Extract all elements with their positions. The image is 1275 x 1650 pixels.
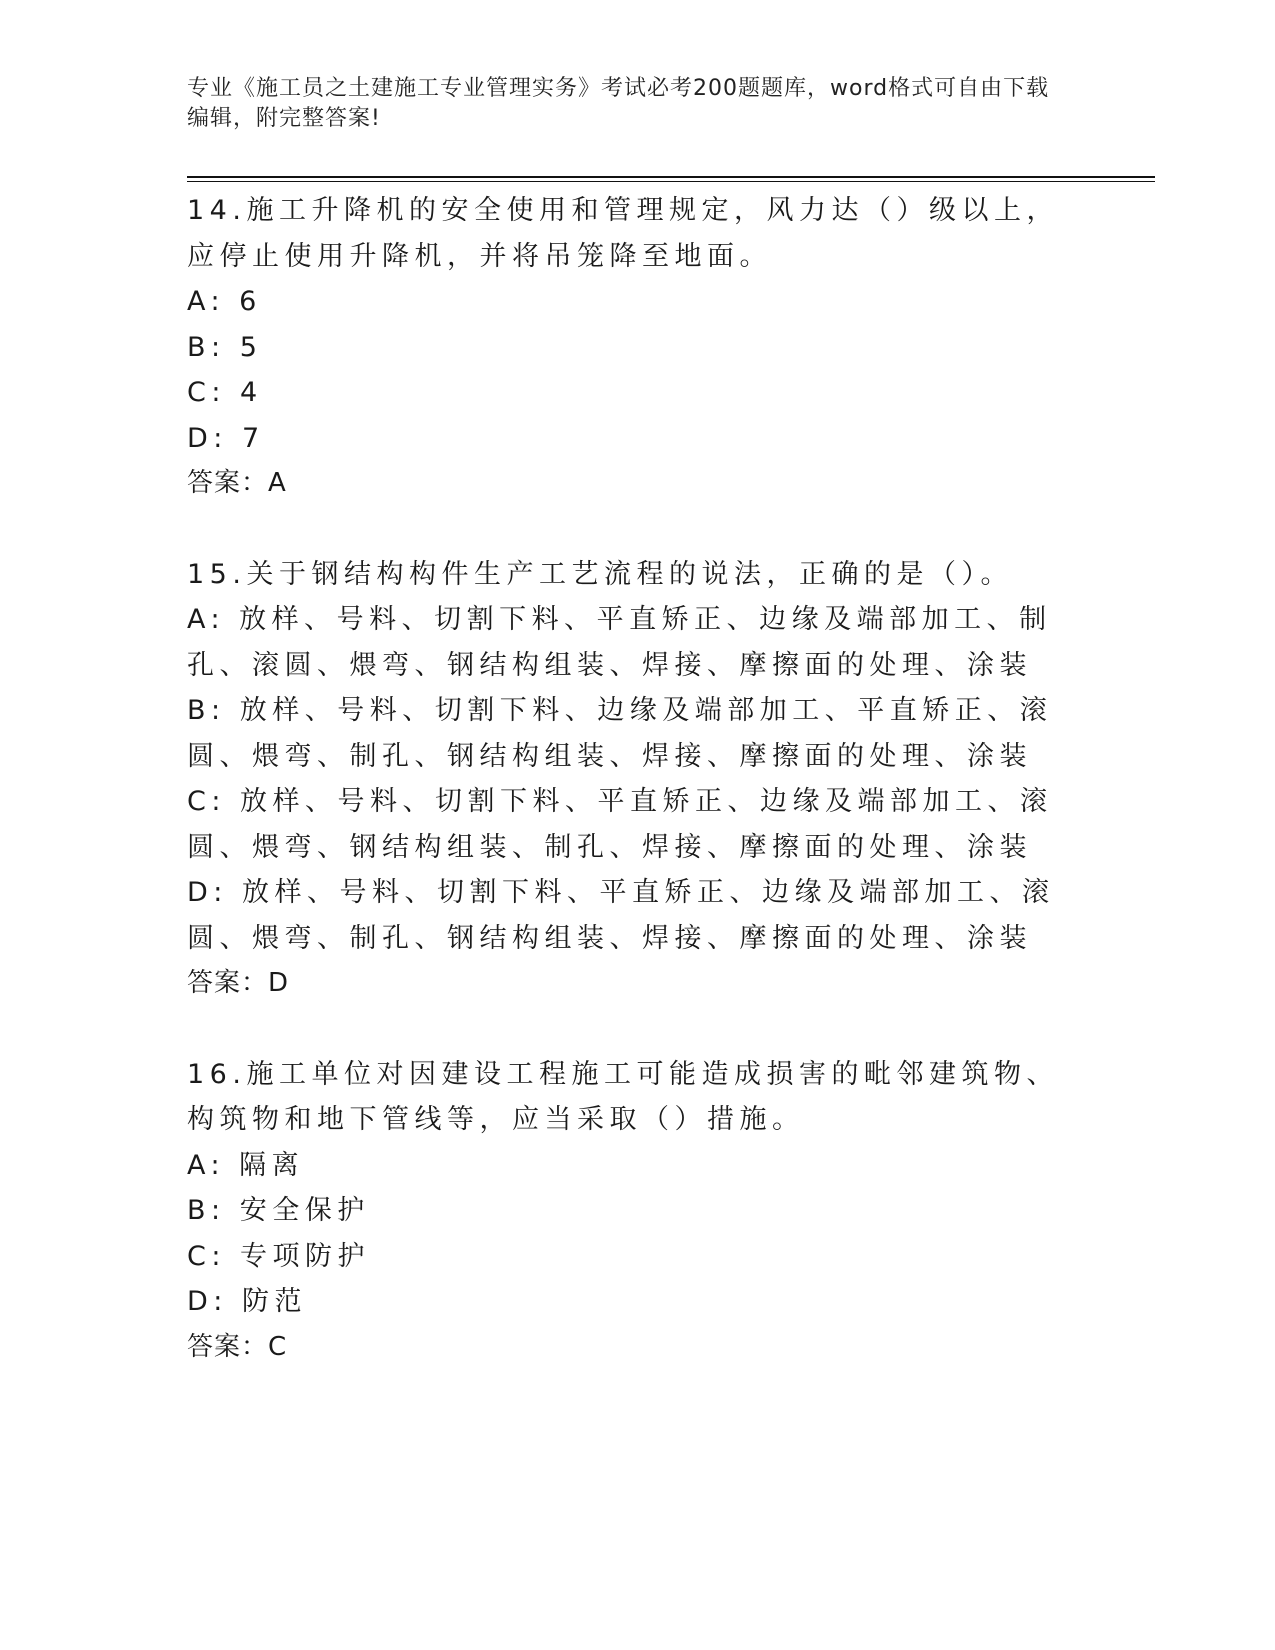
- option-d: D: 放样、号料、切割下料、平直矫正、边缘及端部加工、滚圆、煨弯、制孔、钢结构组装、焊接、摩擦面的处理、涂装: [187, 877, 1055, 954]
- question-text: 15.关于钢结构构件生产工艺流程的说法，正确的是（）。: [187, 558, 1013, 590]
- option-a: A: 隔离: [187, 1149, 305, 1181]
- question-16: [187, 1052, 1087, 1371]
- option-b: B: 5: [187, 331, 263, 363]
- document-header: 专业《施工员之土建施工专业管理实务》考试必考200题题库，word格式可自由下载编辑，附完整答案!: [187, 76, 1050, 131]
- option-a: A: 放样、号料、切割下料、平直矫正、边缘及端部加工、制孔、滚圆、煨弯、钢结构组装、焊接、摩擦面的处理、涂装: [187, 604, 1052, 681]
- question-15: [187, 552, 1087, 1007]
- option-c: C: 4: [187, 377, 263, 408]
- option-d: D: 7: [187, 422, 265, 454]
- option-a: A: 6: [187, 286, 262, 317]
- spacer: [187, 1007, 1087, 1052]
- question-text: 14.施工升降机的安全使用和管理规定，风力达（）级以上，应停止使用升降机，并将吊笼降至地面。: [187, 195, 1059, 272]
- question-text: 16.施工单位对因建设工程施工可能造成损害的毗邻建筑物、构筑物和地下管线等，应当采取（）措施。: [187, 1058, 1059, 1135]
- answer: 答案：D: [187, 968, 290, 998]
- option-b: B: 安全保护: [187, 1195, 370, 1226]
- answer: 答案：A: [187, 468, 287, 498]
- option-c: C: 专项防护: [187, 1240, 371, 1272]
- header-rule-thick: [187, 176, 1155, 178]
- option-b: B: 放样、号料、切割下料、边缘及端部加工、平直矫正、滚圆、煨弯、制孔、钢结构组装、焊接、摩擦面的处理、涂装: [187, 695, 1053, 772]
- option-d: D: 防范: [187, 1286, 307, 1317]
- spacer: [187, 507, 1087, 552]
- answer: 答案：C: [187, 1331, 288, 1362]
- question-list: [187, 188, 1087, 1370]
- option-c: C: 放样、号料、切割下料、平直矫正、边缘及端部加工、滚圆、煨弯、钢结构组装、制孔、焊接、摩擦面的处理、涂装: [187, 786, 1053, 863]
- question-14: [187, 188, 1087, 507]
- header-rule-thin: [187, 181, 1155, 182]
